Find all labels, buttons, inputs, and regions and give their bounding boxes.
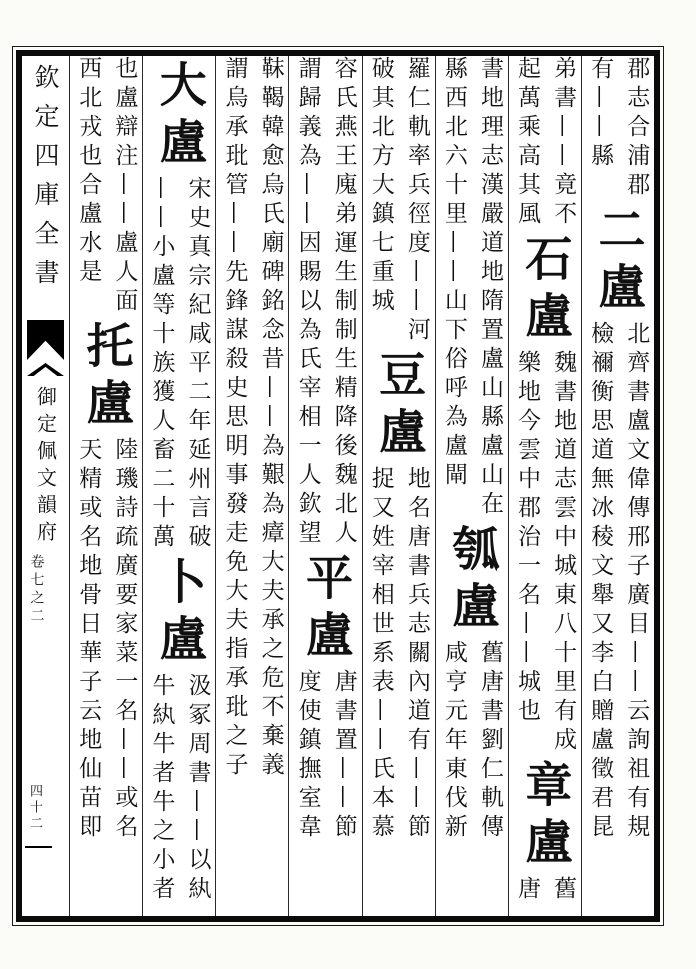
text-column bbox=[435, 56, 508, 916]
annotation-text: 起萬乘高其風 bbox=[514, 56, 540, 230]
annotation-text: 容氏燕王廆弟運生制制生精降後魏北人 bbox=[330, 56, 357, 549]
annotation-text: 舊唐書劉仁軌傳 bbox=[476, 640, 503, 843]
annotation-text: 書地理志漢嚴道地隋置盧山縣盧山在 bbox=[476, 56, 503, 520]
annotation bbox=[363, 56, 435, 346]
annotation-left bbox=[509, 876, 545, 905]
annotation-text: 汲冢周書——以紈 bbox=[184, 673, 211, 905]
entry-headword bbox=[436, 524, 508, 638]
annotation-right bbox=[545, 350, 581, 756]
annotation-left bbox=[289, 56, 325, 549]
annotation-left bbox=[216, 56, 252, 781]
annotation bbox=[216, 56, 288, 781]
annotation-text: 地名唐書兵志關內道有——節 bbox=[403, 466, 430, 843]
annotation-text: 也盧辯注——盧人面 bbox=[111, 56, 138, 317]
headword-text: 豆盧 bbox=[371, 350, 427, 464]
annotation-right bbox=[252, 56, 288, 781]
text-column bbox=[581, 56, 654, 916]
annotation-right bbox=[106, 437, 142, 843]
text-column bbox=[142, 56, 215, 916]
fishtail-mark bbox=[27, 320, 64, 360]
headword-text: 托盧 bbox=[78, 321, 134, 435]
annotation bbox=[582, 56, 654, 201]
annotation-text: 有——縣 bbox=[587, 56, 614, 172]
headword-text: 章盧 bbox=[517, 760, 573, 874]
entry-headword bbox=[70, 321, 142, 435]
annotation-right bbox=[472, 56, 508, 520]
annotation bbox=[509, 56, 581, 230]
annotation-text: 西北戎也合盧水是 bbox=[75, 56, 102, 288]
annotation bbox=[289, 669, 361, 843]
annotation-left bbox=[70, 56, 106, 317]
annotation-left bbox=[509, 350, 545, 756]
annotation-text: ——小盧等十族獲人畜二十萬 bbox=[148, 176, 175, 553]
annotation-text: 郡志合浦郡 bbox=[623, 56, 650, 201]
annotation-right bbox=[325, 669, 361, 843]
annotation-text: 陸璣詩疏廣要家菜一名——或名 bbox=[111, 437, 138, 843]
entry-headword bbox=[582, 205, 654, 319]
annotation-text: 謂歸義為——因賜以為氏宰相一人欽望 bbox=[294, 56, 321, 549]
annotation-right bbox=[106, 56, 142, 317]
annotation-text: 宋史真宗紀咸平二年延州言破 bbox=[184, 176, 211, 553]
annotation-right bbox=[179, 176, 215, 553]
annotation-text: 魏書地道志雲中城東八十里有成 bbox=[550, 350, 577, 756]
annotation-right bbox=[399, 466, 435, 843]
entry-headword bbox=[143, 557, 215, 671]
annotation-left bbox=[70, 437, 106, 843]
annotation-right bbox=[545, 56, 581, 230]
collection-title: 欽定四庫全書 bbox=[31, 64, 60, 298]
text-column bbox=[69, 56, 142, 916]
annotation-right bbox=[472, 640, 508, 843]
chevron-mark bbox=[27, 363, 64, 376]
annotation-right bbox=[399, 56, 435, 346]
entry-headword bbox=[363, 350, 435, 464]
annotation-text: 羅仁軌率兵徑度——河 bbox=[403, 56, 430, 346]
annotation-text: 天精或名地骨日華子云地仙苗即 bbox=[75, 437, 102, 843]
entry-headword bbox=[509, 234, 581, 348]
annotation bbox=[70, 437, 142, 843]
annotation bbox=[436, 56, 508, 520]
page-number-rule bbox=[25, 846, 52, 848]
annotation bbox=[143, 673, 215, 905]
annotation-text: 縣西北六十里——山下俗呼為盧閘 bbox=[440, 56, 467, 491]
annotation bbox=[143, 176, 215, 553]
text-column bbox=[288, 56, 361, 916]
headword-text: 石盧 bbox=[517, 234, 573, 348]
volume-label: 卷七之二 bbox=[28, 554, 45, 626]
annotation-text: 咸亨元年東伐新 bbox=[440, 640, 467, 843]
entry-headword bbox=[289, 553, 361, 667]
annotation-text: 唐 bbox=[514, 876, 540, 905]
annotation-text: 唐書置——節 bbox=[330, 669, 357, 843]
annotation-left bbox=[363, 466, 399, 843]
annotation bbox=[582, 321, 654, 843]
annotation-left bbox=[143, 673, 179, 905]
annotation bbox=[70, 56, 142, 317]
annotation-left bbox=[436, 56, 472, 520]
annotation-text: 弟書——竟不 bbox=[550, 56, 577, 230]
annotation-left bbox=[582, 321, 618, 843]
annotation-text: 破其北方大鎮七重城 bbox=[367, 56, 394, 317]
annotation bbox=[509, 350, 581, 756]
annotation-text: 牛紈牛者牛之小者 bbox=[148, 673, 175, 905]
annotation-text: 捉又姓宰相世系表——氏本慕 bbox=[367, 466, 394, 843]
annotation-text: 靺鞨韓愈烏氏廟碑銘念昔——為艱為瘴大夫承之危不棄義 bbox=[257, 56, 284, 781]
annotation-left bbox=[143, 176, 179, 553]
text-column bbox=[215, 56, 288, 916]
annotation-text: 舊 bbox=[550, 876, 577, 905]
annotation bbox=[289, 56, 361, 549]
gutter-column bbox=[22, 56, 69, 916]
content-columns bbox=[69, 56, 654, 916]
annotation-left bbox=[363, 56, 399, 346]
annotation-left bbox=[582, 56, 618, 201]
entry-headword bbox=[509, 760, 581, 874]
text-column bbox=[508, 56, 581, 916]
annotation bbox=[363, 466, 435, 843]
annotation-text: 度使鎮撫室韋 bbox=[294, 669, 321, 843]
annotation-text: 北齊書盧文偉傳邢子廣目——云詢祖有規 bbox=[623, 321, 650, 843]
annotation-left bbox=[436, 640, 472, 843]
annotation-text: 謂烏承玭管——先鋒謀殺史思明事發走免大夫指承玭之子 bbox=[221, 56, 248, 781]
text-column bbox=[362, 56, 435, 916]
annotation-right bbox=[545, 876, 581, 905]
annotation-right bbox=[325, 56, 361, 549]
headword-text: 卜盧 bbox=[151, 557, 207, 671]
annotation-text: 樂地今雲中郡治一名——城也 bbox=[514, 350, 540, 727]
annotation-right bbox=[618, 56, 654, 201]
annotation-text: 檢禰衡思道無冰稜文舉又李白贈盧徵君昆 bbox=[587, 321, 614, 843]
annotation bbox=[509, 876, 581, 905]
annotation-right bbox=[179, 673, 215, 905]
headword-text: 平盧 bbox=[297, 553, 353, 667]
headword-text: 二盧 bbox=[590, 205, 646, 319]
annotation-left bbox=[289, 669, 325, 843]
entry-headword bbox=[143, 60, 215, 174]
book-title: 御定佩文韻府 bbox=[33, 386, 58, 548]
print-frame bbox=[16, 50, 660, 922]
page-number: 四十二 bbox=[27, 784, 42, 832]
annotation bbox=[436, 640, 508, 843]
annotation-right bbox=[618, 321, 654, 843]
headword-text: 瓠盧 bbox=[444, 524, 500, 638]
annotation-left bbox=[509, 56, 545, 230]
headword-text: 大盧 bbox=[151, 60, 207, 174]
